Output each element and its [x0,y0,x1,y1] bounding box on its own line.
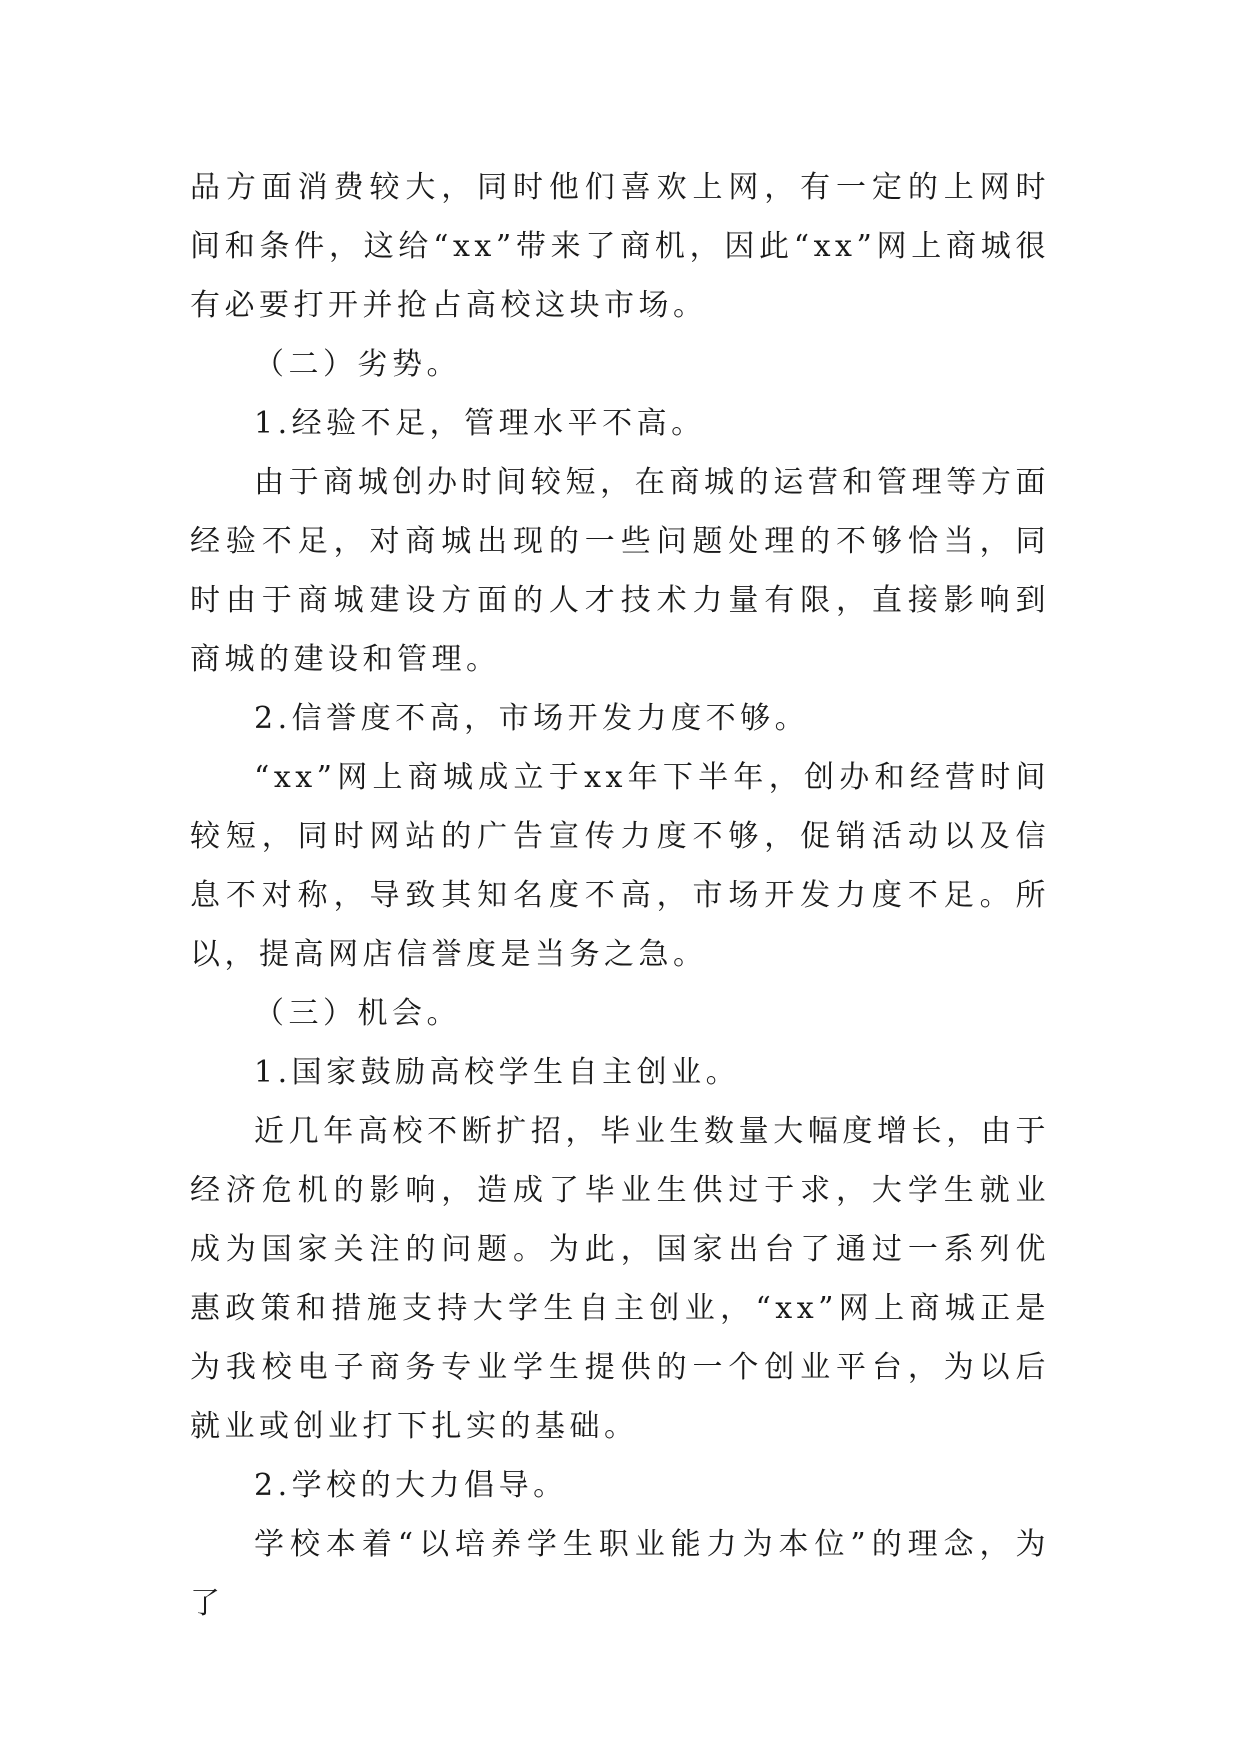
paragraph-national-encouragement: 近几年高校不断扩招，毕业生数量大幅度增长，由于经济危机的影响，造成了毕业生供过于求，大学生就业成为国家关注的问题。为此，国家出台了通过一系列优惠政策和措施支持大学生自主创业，“xx”网上商城正是为我校电子商务专业学生提供的一个创业平台，为以后就业或创业打下扎实的基础。 [190,1114,1050,1444]
subheading-school-advocacy: 2.学校的大力倡导。 [254,1468,568,1503]
paragraph-market-opportunity-continued: 品方面消费较大，同时他们喜欢上网，有一定的上网时间和条件，这给“xx”带来了商机，因此“xx”网上商城很有必要打开并抢占高校这块市场。 [190,170,1050,323]
subheading-low-reputation: 2.信誉度不高，市场开发力度不够。 [254,701,810,736]
heading-opportunities: （三）机会。 [254,996,461,1031]
paragraph-school-advocacy: 学校本着“以培养学生职业能力为本位”的理念，为了 [190,1527,1050,1621]
document-body [190,158,1050,1633]
paragraph-low-reputation: “xx”网上商城成立于xx年下半年，创办和经营时间较短，同时网站的广告宣传力度不够，促销活动以及信息不对称，导致其知名度不高，市场开发力度不足。所以，提高网店信誉度是当务之急。 [190,760,1050,972]
heading-weaknesses: （二）劣势。 [254,347,461,382]
paragraph-lack-of-experience: 由于商城创办时间较短，在商城的运营和管理等方面经验不足，对商城出现的一些问题处理的不够恰当，同时由于商城建设方面的人才技术力量有限，直接影响到商城的建设和管理。 [190,465,1050,677]
subheading-lack-of-experience: 1.经验不足，管理水平不高。 [254,406,706,441]
subheading-national-encouragement: 1.国家鼓励高校学生自主创业。 [254,1055,741,1090]
